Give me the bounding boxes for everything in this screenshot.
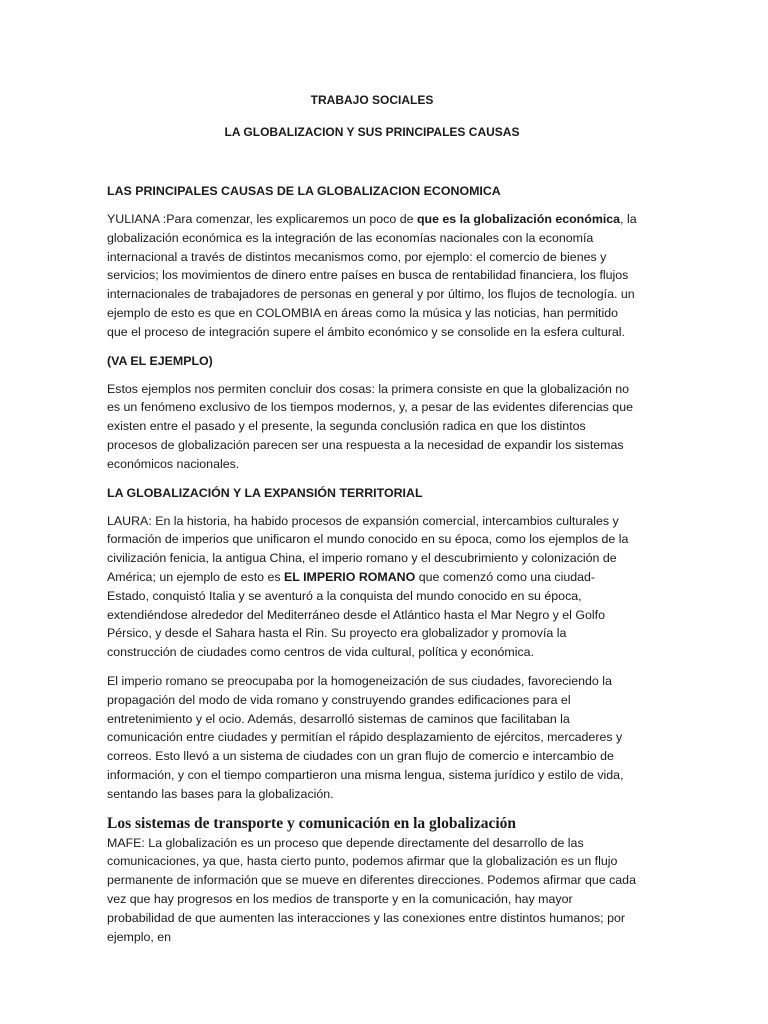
document-page: [107, 92, 637, 956]
paragraph-laura: [107, 512, 637, 662]
section-heading-transporte: Los sistemas de transporte y comunicación en la globalización: [107, 814, 517, 832]
paragraph-imperio-romano: El imperio romano se preocupaba por la homogeneización de sus ciudades, favoreciendo la propagación del modo de vida romano y construyendo grandes edificaciones para el entretenimiento y el ocio. Además, desarrolló sistemas de caminos que facilitaban la comunicación entre ciudades y permitían el rápido desplazamiento de ejércitos, mercaderes y correos. Esto llevó a un sistema de ciudades con un gran flujo de comercio e intercambio de información, y con el tiempo compartieron una misma lengua, sistema jurídico y estilo de vida, sentando las bases para la globalización.: [107, 673, 624, 801]
paragraph-text: YULIANA :Para comenzar, les explicaremos un poco de: [107, 212, 417, 226]
section-heading-expansion: LA GLOBALIZACIÓN Y LA EXPANSIÓN TERRITORIAL: [107, 485, 423, 500]
section-heading-causas: LAS PRINCIPALES CAUSAS DE LA GLOBALIZACION ECONOMICA: [107, 184, 501, 198]
bold-phrase: que es la globalización económica: [416, 212, 621, 226]
paragraph-yuliana: [107, 210, 637, 342]
paragraph-text: , la globalización económica es la integración de las economías nacionales con la economía internacional a través de distintos mecanismos como, por ejemplo: el comercio de bienes y servicios; los movimientos de dinero entre países en busca de rentabilidad financiera, los flujos internacionales de trabajadores de personas en general y por último, los flujos de tecnología. un ejemplo de esto es que en COLOMBIA en áreas como la música y las noticias, han permitido que el proceso de integración supere el ámbito económico y se consolide en la esfera cultural.: [107, 212, 637, 339]
document-subtitle: LA GLOBALIZACION Y SUS PRINCIPALES CAUSAS: [224, 125, 520, 139]
paragraph-text: LAURA: En la historia, ha habido procesos de expansión comercial, intercambios culturales y formación de imperios que unificaron el mundo conocido en su época, como los ejemplos de la civilización fenicia, la antigua China, el imperio romano y el descubrimiento y colonización de América; un ejemplo de esto es: [107, 513, 629, 584]
paragraph-mafe: MAFE: La globalización es un proceso que depende directamente del desarrollo de las comunicaciones, ya que, hasta cierto punto, podemos afirmar que la globalización es un flujo permanente de información que se mueve en diferentes direcciones. Podemos afirmar que cada vez que hay progresos en los medios de transporte y en la comunicación, hay mayor probabilidad de que aumenten las interacciones y las conexiones entre distintos humanos; por ejemplo, en: [107, 835, 636, 944]
example-marker: (VA EL EJEMPLO): [107, 353, 213, 368]
document-title: TRABAJO SOCIALES: [310, 93, 434, 107]
bold-phrase: EL IMPERIO ROMANO: [284, 569, 416, 584]
paragraph-text: que comenzó como una ciudad-Estado, conquistó Italia y se aventuró a la conquista del mundo conocido en su época, extendiéndose alrededor del Mediterráneo desde el Atlántico hasta el Mar Negro y el Golfo Pérsico, y desde el Sahara hasta el Rin. Su proyecto era globalizador y promovía la construcción de ciudades como centros de vida cultural, política y económica.: [107, 569, 605, 660]
paragraph-conclusiones: Estos ejemplos nos permiten concluir dos cosas: la primera consiste en que la globalización no es un fenómeno exclusivo de los tiempos modernos, y, a pesar de las evidentes diferencias que existen entre el pasado y el presente, la segunda conclusión radica en que los distintos procesos de globalización parecen ser una respuesta a la necesidad de expandir los sistemas económicos nacionales.: [107, 381, 633, 471]
